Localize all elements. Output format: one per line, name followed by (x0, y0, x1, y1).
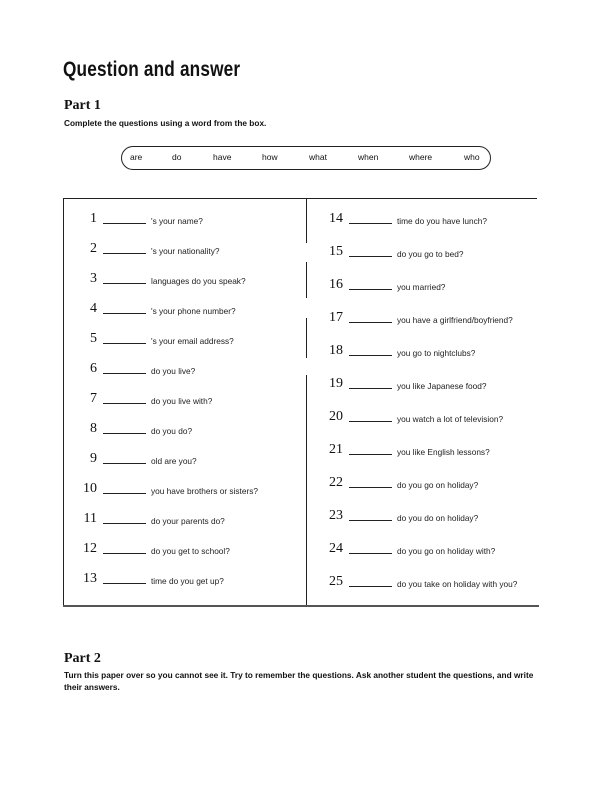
question-number: 19 (329, 376, 343, 391)
question-text: do you live? (151, 366, 196, 376)
question-number: 1 (90, 211, 97, 226)
question-row (309, 376, 539, 392)
answer-blank[interactable] (349, 289, 392, 290)
question-number: 25 (329, 574, 343, 589)
question-text: do you get to school? (151, 546, 230, 556)
question-row (63, 481, 293, 497)
question-number: 17 (329, 310, 343, 325)
question-number: 12 (83, 541, 97, 556)
question-row (63, 541, 293, 557)
question-number: 7 (90, 391, 97, 406)
question-row (309, 343, 539, 359)
answer-blank[interactable] (103, 523, 146, 524)
answer-blank[interactable] (349, 487, 392, 488)
question-number: 5 (90, 331, 97, 346)
question-number: 18 (329, 343, 343, 358)
question-number: 9 (90, 451, 97, 466)
answer-blank[interactable] (103, 253, 146, 254)
question-number: 3 (90, 271, 97, 286)
word-box-item: have (213, 152, 232, 162)
answer-blank[interactable] (349, 586, 392, 587)
question-text: time do you have lunch? (397, 216, 487, 226)
table-divider (306, 318, 307, 358)
part1-heading: Part 1 (64, 98, 101, 113)
question-row (309, 211, 539, 227)
table-divider (306, 262, 307, 298)
question-number: 15 (329, 244, 343, 259)
question-number: 21 (329, 442, 343, 457)
question-number: 6 (90, 361, 97, 376)
question-row (309, 310, 539, 326)
question-text: do you do? (151, 426, 193, 436)
answer-blank[interactable] (349, 388, 392, 389)
question-row (309, 244, 539, 260)
question-row (309, 277, 539, 293)
question-row (309, 508, 539, 524)
answer-blank[interactable] (349, 256, 392, 257)
answer-blank[interactable] (103, 583, 146, 584)
question-text: 's your phone number? (151, 306, 236, 316)
question-text: you like Japanese food? (397, 381, 487, 391)
question-row (63, 241, 293, 257)
question-text: you have brothers or sisters? (151, 486, 258, 496)
question-number: 2 (90, 241, 97, 256)
word-box-item: how (262, 152, 278, 162)
question-number: 14 (329, 211, 343, 226)
question-row (63, 361, 293, 377)
word-box-item: what (309, 152, 327, 162)
question-text: you have a girlfriend/boyfriend? (397, 315, 513, 325)
part2-instruction: Turn this paper over so you cannot see it. Try to remember the questions. Ask another student the questions, and write their answers. (64, 670, 534, 692)
answer-blank[interactable] (349, 355, 392, 356)
table-top-border (63, 198, 537, 199)
question-row (63, 391, 293, 407)
answer-blank[interactable] (103, 493, 146, 494)
answer-blank[interactable] (349, 520, 392, 521)
question-text: do you go on holiday? (397, 480, 479, 490)
question-row (63, 211, 293, 227)
question-number: 10 (83, 481, 97, 496)
word-box-item: do (172, 152, 182, 162)
question-row (63, 271, 293, 287)
question-text: do your parents do? (151, 516, 225, 526)
word-box-item: when (358, 152, 379, 162)
question-number: 8 (90, 421, 97, 436)
question-row (309, 475, 539, 491)
question-row (309, 574, 539, 590)
question-number: 4 (90, 301, 97, 316)
question-text: old are you? (151, 456, 197, 466)
question-text: you go to nightclubs? (397, 348, 476, 358)
answer-blank[interactable] (103, 343, 146, 344)
question-row (63, 511, 293, 527)
question-number: 11 (83, 511, 97, 526)
answer-blank[interactable] (103, 463, 146, 464)
question-row (63, 331, 293, 347)
question-number: 20 (329, 409, 343, 424)
question-text: you married? (397, 282, 446, 292)
question-text: 's your email address? (151, 336, 234, 346)
question-number: 24 (329, 541, 343, 556)
table-divider (306, 375, 307, 606)
answer-blank[interactable] (349, 454, 392, 455)
question-row (309, 442, 539, 458)
answer-blank[interactable] (349, 223, 392, 224)
question-row (309, 541, 539, 557)
question-text: do you go to bed? (397, 249, 464, 259)
question-text: do you live with? (151, 396, 213, 406)
question-text: do you go on holiday with? (397, 546, 496, 556)
answer-blank[interactable] (103, 433, 146, 434)
table-bottom-border (63, 605, 539, 607)
table-divider (306, 198, 307, 243)
question-number: 16 (329, 277, 343, 292)
answer-blank[interactable] (103, 373, 146, 374)
answer-blank[interactable] (349, 553, 392, 554)
question-number: 23 (329, 508, 343, 523)
question-number: 22 (329, 475, 343, 490)
question-row (63, 301, 293, 317)
question-text: languages do you speak? (151, 276, 246, 286)
answer-blank[interactable] (103, 403, 146, 404)
word-box-item: are (130, 152, 143, 162)
answer-blank[interactable] (349, 322, 392, 323)
question-text: 's your nationality? (151, 246, 220, 256)
part2-heading: Part 2 (64, 651, 101, 666)
question-text: 's your name? (151, 216, 203, 226)
question-row (63, 571, 293, 587)
question-text: time do you get up? (151, 576, 224, 586)
answer-blank[interactable] (103, 553, 146, 554)
question-row (63, 451, 293, 467)
word-box-item: who (464, 152, 480, 162)
question-row (63, 421, 293, 437)
page-title: Question and answer (63, 58, 241, 81)
question-text: you like English lessons? (397, 447, 490, 457)
answer-blank[interactable] (103, 313, 146, 314)
part1-instruction: Complete the questions using a word from the box. (64, 118, 267, 128)
word-box-item: where (409, 152, 433, 162)
question-text: you watch a lot of television? (397, 414, 504, 424)
question-row (309, 409, 539, 425)
question-text: do you take on holiday with you? (397, 579, 518, 589)
answer-blank[interactable] (103, 283, 146, 284)
answer-blank[interactable] (349, 421, 392, 422)
answer-blank[interactable] (103, 223, 146, 224)
question-text: do you do on holiday? (397, 513, 479, 523)
question-number: 13 (83, 571, 97, 586)
